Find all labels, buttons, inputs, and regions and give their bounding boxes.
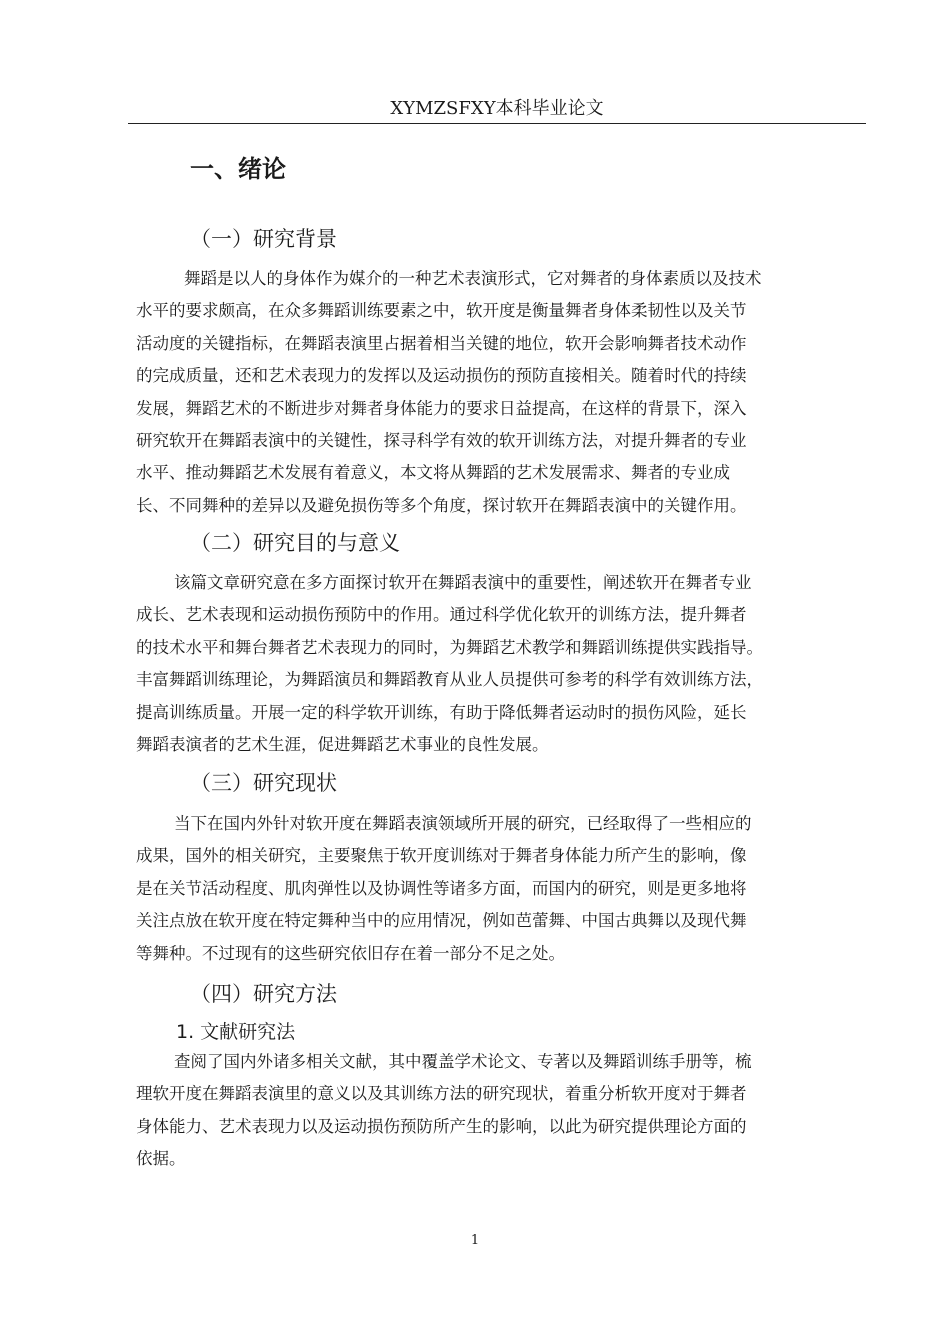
paragraph-line: 提高训练质量。开展一定的科学软开训练，有助于降低舞者运动时的损伤风险，延长: [136, 702, 747, 722]
paragraph-line: 关注点放在软开度在特定舞种当中的应用情况，例如芭蕾舞、中国古典舞以及现代舞: [136, 911, 747, 931]
paragraph-line: 发展，舞蹈艺术的不断进步对舞者身体能力的要求日益提高，在这样的背景下，深入: [136, 398, 747, 418]
paragraph-line: 该篇文章研究意在多方面探讨软开在舞蹈表演中的重要性，阐述软开在舞者专业: [174, 573, 752, 592]
paragraph-line: 成果，国外的相关研究，主要聚焦于软开度训练对于舞者身体能力所产生的影响，像: [136, 846, 747, 866]
paragraph-line: 的技术水平和舞台舞者艺术表现力的同时，为舞蹈艺术教学和舞蹈训练提供实践指导。: [136, 637, 763, 657]
paragraph-line: 理软开度在舞蹈表演里的意义以及其训练方法的研究现状，着重分析软开度对于舞者: [136, 1084, 747, 1104]
paragraph-line: 查阅了国内外诸多相关文献，其中覆盖学术论文、专著以及舞蹈训练手册等，梳: [174, 1052, 752, 1071]
paragraph-line: 当下在国内外针对软开度在舞蹈表演领域所开展的研究，已经取得了一些相应的: [174, 814, 752, 833]
paragraph-line: 活动度的关键指标，在舞蹈表演里占据着相当关键的地位，软开会影响舞者技术动作: [136, 333, 747, 353]
paragraph-line: 的完成质量，还和艺术表现力的发挥以及运动损伤的预防直接相关。随着时代的持续: [136, 366, 747, 386]
paragraph-background: [136, 263, 858, 522]
subsection-title-literature: 1. 文献研究法: [176, 1021, 296, 1043]
paragraph-line: 丰富舞蹈训练理论，为舞蹈演员和舞蹈教育从业人员提供可参考的科学有效训练方法，: [136, 670, 763, 690]
paragraph-line: 舞蹈表演者的艺术生涯，促进舞蹈艺术事业的良性发展。: [136, 734, 549, 754]
page-header: XYMZSFXY本科毕业论文: [390, 98, 604, 119]
paragraph-methods: [136, 1046, 858, 1176]
paragraph-line: 成长、艺术表现和运动损伤预防中的作用。通过科学优化软开的训练方法，提升舞者: [136, 605, 747, 625]
paragraph-line: 水平、推动舞蹈艺术发展有着意义，本文将从舞蹈的艺术发展需求、舞者的专业成: [136, 463, 730, 483]
section-title-methods: （四）研究方法: [190, 982, 337, 1006]
paragraph-line: 依据。: [136, 1149, 186, 1169]
paragraph-line: 等舞种。不过现有的这些研究依旧存在着一部分不足之处。: [136, 943, 565, 963]
section-title-status: （三）研究现状: [190, 771, 337, 795]
paragraph-line: 舞蹈是以人的身体作为媒介的一种艺术表演形式，它对舞者的身体素质以及技术: [184, 269, 762, 288]
chapter-title: 一、绪论: [190, 155, 286, 183]
paragraph-purpose: [136, 567, 858, 761]
paragraph-line: 是在关节活动程度、肌肉弹性以及协调性等诸多方面，而国内的研究，则是更多地将: [136, 878, 747, 898]
section-title-purpose: （二）研究目的与意义: [190, 531, 400, 555]
paragraph-line: 研究软开在舞蹈表演中的关键性，探寻科学有效的软开训练方法，对提升舞者的专业: [136, 430, 747, 450]
paragraph-line: 身体能力、艺术表现力以及运动损伤预防所产生的影响，以此为研究提供理论方面的: [136, 1116, 747, 1136]
paragraph-status: [136, 808, 858, 970]
paragraph-line: 长、不同舞种的差异以及避免损伤等多个角度，探讨软开在舞蹈表演中的关键作用。: [136, 495, 747, 515]
page-number: 1: [470, 1233, 480, 1248]
paragraph-line: 水平的要求颇高，在众多舞蹈训练要素之中，软开度是衡量舞者身体柔韧性以及关节: [136, 301, 747, 321]
header-divider: [128, 123, 866, 124]
section-title-background: （一）研究背景: [190, 227, 337, 251]
